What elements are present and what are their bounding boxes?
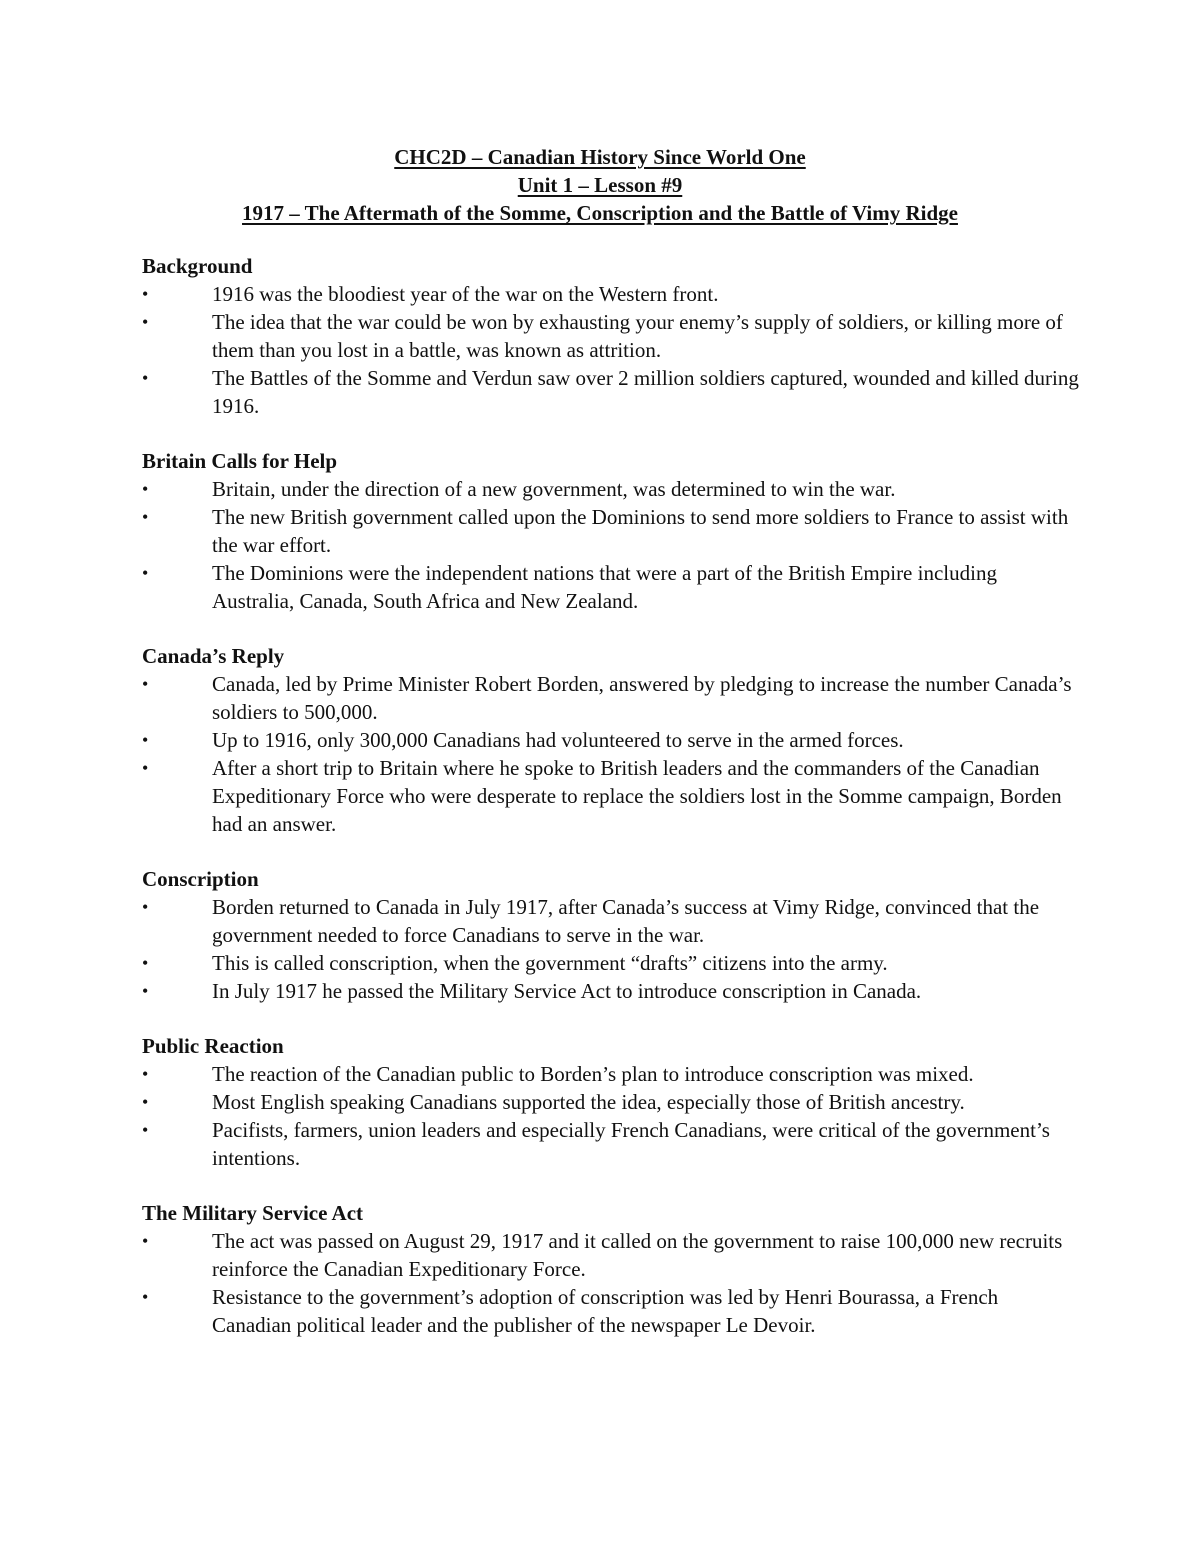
bullet-list [142, 670, 1082, 838]
bullet-text: After a short trip to Britain where he spoke to British leaders and the commanders of the Canadian Expeditionary Force who were desperate to replace the soldiers lost in the Somme campaign, Borden had an answer. [212, 756, 1062, 836]
bullet-icon: • [142, 479, 149, 499]
bullet-icon: • [142, 981, 149, 1001]
bullet-item [142, 280, 1082, 308]
bullet-icon: • [142, 1231, 149, 1251]
bullet-icon: • [142, 953, 149, 973]
bullet-icon: • [142, 758, 149, 778]
bullet-item [142, 1088, 1082, 1116]
bullet-text: The idea that the war could be won by exhausting your enemy’s supply of soldiers, or killing more of them than you lost in a battle, was known as attrition. [212, 310, 1063, 362]
bullet-item [142, 1227, 1082, 1283]
section-title: Britain Calls for Help [142, 449, 338, 473]
section-title: Canada’s Reply [142, 644, 285, 668]
document-body [142, 252, 1082, 1366]
bullet-item [142, 1116, 1082, 1172]
bullet-item [142, 308, 1082, 364]
lesson-title: Unit 1 – Lesson #9 [517, 173, 683, 197]
bullet-item [142, 949, 1082, 977]
bullet-icon: • [142, 1092, 149, 1112]
bullet-icon: • [142, 368, 149, 388]
bullet-item [142, 977, 1082, 1005]
bullet-text: The reaction of the Canadian public to Borden’s plan to introduce conscription was mixed. [212, 1062, 974, 1086]
bullet-text: This is called conscription, when the government “drafts” citizens into the army. [212, 951, 888, 975]
section-title: Conscription [142, 867, 259, 891]
bullet-icon: • [142, 730, 149, 750]
topic-title: 1917 – The Aftermath of the Somme, Conscription and the Battle of Vimy Ridge [242, 201, 958, 225]
course-title: CHC2D – Canadian History Since World One [394, 145, 806, 169]
bullet-icon: • [142, 1287, 149, 1307]
section [142, 642, 1082, 838]
bullet-icon: • [142, 1064, 149, 1084]
section [142, 1032, 1082, 1172]
bullet-text: Most English speaking Canadians supported the idea, especially those of British ancestry. [212, 1090, 965, 1114]
bullet-item [142, 1283, 1082, 1339]
bullet-list [142, 1060, 1082, 1172]
bullet-list [142, 475, 1082, 615]
bullet-text: The act was passed on August 29, 1917 and it called on the government to raise 100,000 new recruits reinforce the Canadian Expeditionary Force. [212, 1229, 1063, 1281]
bullet-item [142, 364, 1082, 420]
bullet-icon: • [142, 284, 149, 304]
section [142, 1199, 1082, 1339]
bullet-item [142, 670, 1082, 726]
bullet-item [142, 726, 1082, 754]
bullet-icon: • [142, 897, 149, 917]
bullet-item [142, 754, 1082, 838]
bullet-text: Up to 1916, only 300,000 Canadians had volunteered to serve in the armed forces. [212, 728, 904, 752]
bullet-item [142, 893, 1082, 949]
bullet-text: Pacifists, farmers, union leaders and especially French Canadians, were critical of the government’s intentions. [212, 1118, 1050, 1170]
section [142, 447, 1082, 615]
bullet-icon: • [142, 312, 149, 332]
bullet-text: Borden returned to Canada in July 1917, after Canada’s success at Vimy Ridge, convinced that the government needed to force Canadians to serve in the war. [212, 895, 1040, 947]
bullet-text: The Dominions were the independent nations that were a part of the British Empire including Australia, Canada, South Africa and New Zealand. [212, 561, 997, 613]
bullet-text: Resistance to the government’s adoption of conscription was led by Henri Bourassa, a French Canadian political leader and the publisher of the newspaper Le Devoir. [212, 1285, 999, 1337]
document-header [0, 143, 1200, 227]
section-title: The Military Service Act [142, 1201, 364, 1225]
bullet-item [142, 475, 1082, 503]
bullet-text: The new British government called upon the Dominions to send more soldiers to France to assist with the war effort. [212, 505, 1069, 557]
section [142, 252, 1082, 420]
bullet-list [142, 1227, 1082, 1339]
bullet-icon: • [142, 507, 149, 527]
section-title: Public Reaction [142, 1034, 284, 1058]
bullet-text: Britain, under the direction of a new government, was determined to win the war. [212, 477, 896, 501]
bullet-icon: • [142, 674, 149, 694]
bullet-item [142, 559, 1082, 615]
bullet-text: In July 1917 he passed the Military Service Act to introduce conscription in Canada. [212, 979, 922, 1003]
bullet-icon: • [142, 1120, 149, 1140]
section [142, 865, 1082, 1005]
bullet-text: Canada, led by Prime Minister Robert Borden, answered by pledging to increase the number Canada’s soldiers to 500,000. [212, 672, 1072, 724]
bullet-list [142, 280, 1082, 420]
section-title: Background [142, 254, 253, 278]
bullet-item [142, 503, 1082, 559]
bullet-text: The Battles of the Somme and Verdun saw over 2 million soldiers captured, wounded and killed during 1916. [212, 366, 1079, 418]
bullet-list [142, 893, 1082, 1005]
bullet-item [142, 1060, 1082, 1088]
bullet-icon: • [142, 563, 149, 583]
bullet-text: 1916 was the bloodiest year of the war on the Western front. [212, 282, 719, 306]
